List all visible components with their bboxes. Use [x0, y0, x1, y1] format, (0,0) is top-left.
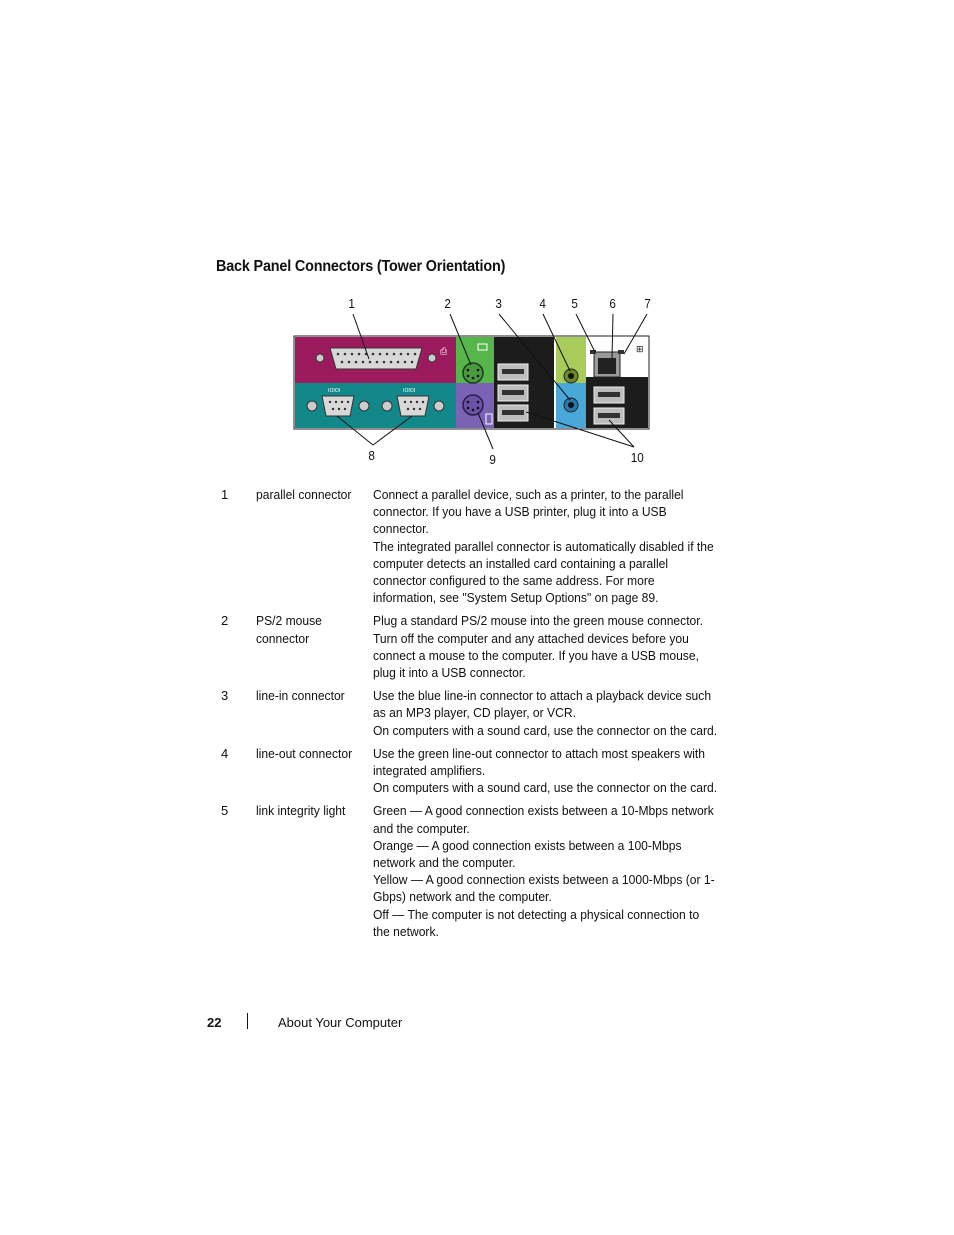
callout-8: 8 — [368, 448, 375, 463]
table-row — [216, 802, 721, 946]
line-in-jack-icon — [564, 398, 578, 412]
connector-description — [373, 802, 721, 946]
description-paragraph: Off — The computer is not detecting a physical connection to the network. — [373, 906, 700, 939]
connector-name: parallel connector — [256, 487, 352, 502]
callout-5: 5 — [571, 296, 578, 311]
connector-name: line-out connector — [256, 745, 353, 761]
callout-10: 10 — [630, 450, 644, 465]
table-row — [216, 486, 721, 612]
connector-description — [373, 687, 721, 745]
svg-text:⊞: ⊞ — [636, 345, 644, 355]
description-paragraph: Yellow — A good connection exists between a 1000-Mbps (or 1-Gbps) network and the computer. — [373, 872, 715, 905]
callout-6: 6 — [609, 296, 616, 311]
table-row — [216, 612, 721, 687]
description-paragraph: Connect a parallel device, such as a printer, to the parallel connector. If you have a USB printer, plug it into a USB connector. — [373, 487, 684, 537]
row-number: 3 — [221, 688, 229, 704]
back-panel-illustration — [286, 292, 666, 472]
svg-text:IOIOI: IOIOI — [403, 388, 416, 394]
table-row — [216, 687, 721, 745]
callout-9: 9 — [489, 452, 496, 467]
description-paragraph: Use the blue line-in connector to attach a playback device such as an MP3 player, CD player, or VCR. — [373, 688, 712, 721]
section-heading: Back Panel Connectors (Tower Orientation) — [216, 258, 506, 275]
callout-2: 2 — [444, 296, 451, 311]
row-number: 4 — [221, 745, 229, 761]
back-panel-figure — [286, 292, 666, 472]
row-number: 2 — [221, 613, 229, 629]
description-paragraph: Use the green line-out connector to attach most speakers with integrated amplifiers. — [373, 745, 705, 779]
connector-table — [216, 486, 721, 946]
connector-name: line-in connector — [256, 688, 345, 704]
svg-text:⎙: ⎙ — [440, 347, 448, 357]
description-paragraph: Green — A good connection exists between a 10-Mbps network and the computer. — [373, 803, 714, 836]
description-paragraph: Orange — A good connection exists between a 100-Mbps network and the computer. — [373, 837, 682, 871]
connector-description — [373, 745, 721, 803]
line-out-jack-icon — [564, 369, 578, 383]
description-paragraph: The integrated parallel connector is automatically disabled if the computer detects an installed card containing a parallel connector configured to the same address. For more information, see "System Setup Options" on page 89. — [373, 538, 714, 606]
usb-connector-icon — [498, 364, 528, 421]
callout-3: 3 — [495, 296, 502, 311]
serial-panel — [295, 383, 456, 428]
row-number: 5 — [221, 803, 229, 819]
row-number: 1 — [221, 487, 229, 502]
footer-section-title: About Your Computer — [278, 1015, 403, 1030]
connector-name: link integrity light — [256, 803, 346, 819]
description-paragraph: Plug a standard PS/2 mouse into the green mouse connector. Turn off the computer and any attached devices before you connect a mouse to the computer. If you have a USB mouse, plug it into a USB connector. — [373, 613, 704, 681]
connector-name: PS/2 mouse connector — [256, 613, 322, 646]
connector-description — [373, 486, 721, 612]
description-paragraph: On computers with a sound card, use the connector on the card. — [373, 722, 718, 738]
svg-text:IOIOI: IOIOI — [328, 388, 341, 394]
description-paragraph: On computers with a sound card, use the connector on the card. — [373, 780, 718, 796]
table-row — [216, 745, 721, 803]
callout-7: 7 — [644, 296, 651, 311]
callout-4: 4 — [539, 296, 546, 311]
callout-1: 1 — [348, 296, 355, 311]
footer-separator — [247, 1013, 248, 1029]
page-number: 22 — [207, 1015, 222, 1030]
connector-description — [373, 612, 721, 687]
